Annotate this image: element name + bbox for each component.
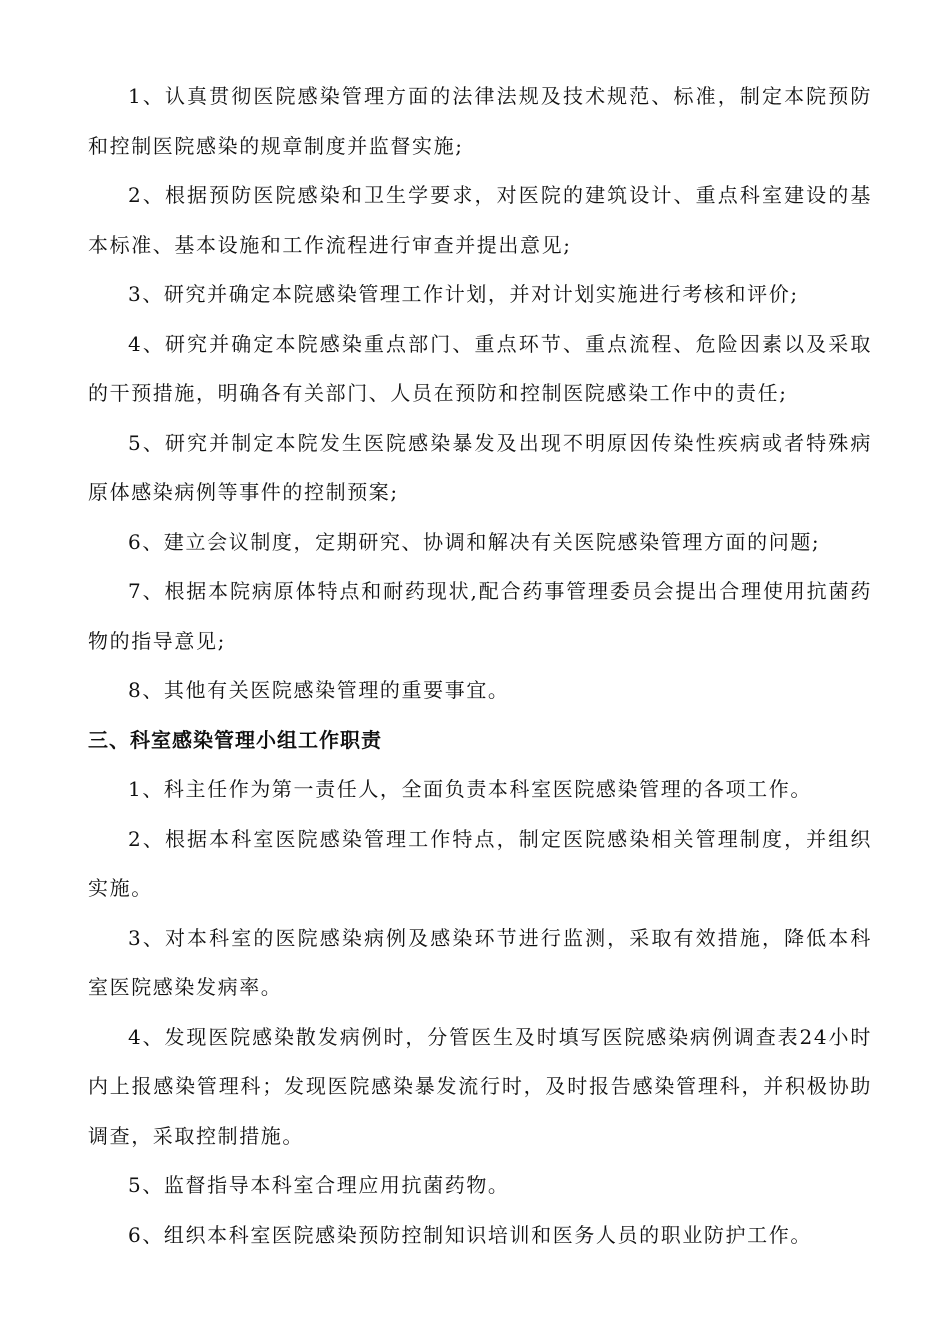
department-duty-2: 2、根据本科室医院感染管理工作特点，制定医院感染相关管理制度，并组织实施。: [88, 826, 872, 900]
department-duty-1: 1、科主任作为第一责任人，全面负责本科室医院感染管理的各项工作。: [128, 777, 812, 801]
department-duty-3: 3、对本科室的医院感染病例及感染环节进行监测，采取有效措施，降低本科室医院感染发病率。: [88, 925, 872, 999]
committee-duty-7: 7、根据本院病原体特点和耐药现状,配合药事管理委员会提出合理使用抗菌药物的指导意见;: [88, 579, 872, 653]
department-duty-5: 5、监督指导本科室合理应用抗菌药物。: [128, 1173, 510, 1197]
section-heading: 三、科室感染管理小组工作职责: [88, 727, 382, 752]
committee-duty-8: 8、其他有关医院感染管理的重要事宜。: [128, 678, 510, 702]
committee-duty-1: 1、认真贯彻医院感染管理方面的法律法规及技术规范、标准，制定本院预防和控制医院感染的规章制度并监督实施;: [88, 84, 872, 158]
department-duty-6: 6、组织本科室医院感染预防控制知识培训和医务人员的职业防护工作。: [128, 1222, 812, 1247]
committee-duty-4: 4、研究并确定本院感染重点部门、重点环节、重点流程、危险因素以及采取的干预措施，明确各有关部门、人员在预防和控制医院感染工作中的责任;: [88, 331, 872, 405]
department-duty-4: 4、发现医院感染散发病例时，分管医生及时填写医院感染病例调查表24小时内上报感染管理科；发现医院感染暴发流行时，及时报告感染管理科，并积极协助调查，采取控制措施。: [88, 1024, 872, 1148]
committee-duty-2: 2、根据预防医院感染和卫生学要求，对医院的建筑设计、重点科室建设的基本标准、基本设施和工作流程进行审查并提出意见;: [88, 183, 872, 257]
committee-duty-3: 3、研究并确定本院感染管理工作计划，并对计划实施进行考核和评价;: [128, 282, 799, 306]
committee-duty-5: 5、研究并制定本院发生医院感染暴发及出现不明原因传染性疾病或者特殊病原体感染病例等事件的控制预案;: [88, 430, 872, 504]
committee-duty-6: 6、建立会议制度，定期研究、协调和解决有关医院感染管理方面的问题;: [128, 529, 821, 554]
